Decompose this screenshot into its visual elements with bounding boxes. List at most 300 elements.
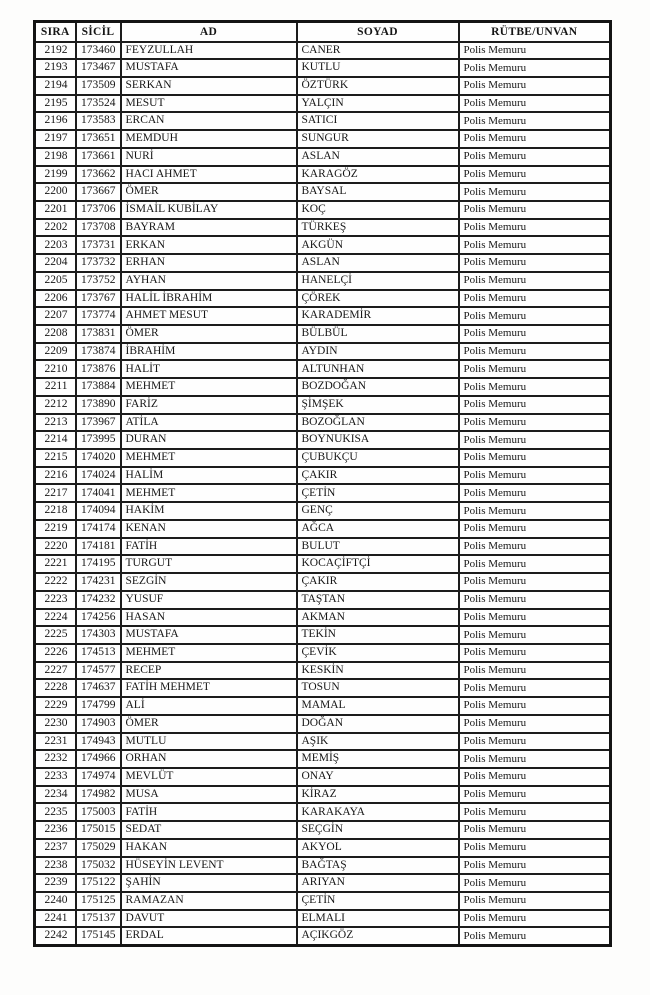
cell-sira: 2221 <box>35 555 76 573</box>
cell-sira: 2224 <box>35 609 76 627</box>
cell-soyad: ÇEVİK <box>297 644 459 662</box>
cell-rutbe: Polis Memuru <box>459 910 611 928</box>
table-row <box>35 343 611 361</box>
cell-soyad: TEKİN <box>297 626 459 644</box>
cell-rutbe: Polis Memuru <box>459 697 611 715</box>
cell-sira: 2200 <box>35 183 76 201</box>
cell-soyad: ONAY <box>297 768 459 786</box>
cell-sira: 2228 <box>35 679 76 697</box>
cell-sira: 2233 <box>35 768 76 786</box>
cell-rutbe: Polis Memuru <box>459 502 611 520</box>
cell-soyad: ELMALI <box>297 910 459 928</box>
cell-sicil: 173752 <box>76 272 121 290</box>
cell-sicil: 174020 <box>76 449 121 467</box>
cell-ad: SERKAN <box>121 77 297 95</box>
table-row <box>35 910 611 928</box>
cell-soyad: KOÇ <box>297 201 459 219</box>
cell-rutbe: Polis Memuru <box>459 396 611 414</box>
cell-sicil: 173732 <box>76 254 121 272</box>
cell-soyad: SATICI <box>297 112 459 130</box>
cell-rutbe: Polis Memuru <box>459 644 611 662</box>
cell-sira: 2212 <box>35 396 76 414</box>
cell-ad: FEYZULLAH <box>121 42 297 60</box>
personnel-table <box>33 20 612 947</box>
cell-sira: 2196 <box>35 112 76 130</box>
cell-ad: MUSTAFA <box>121 59 297 77</box>
table-row <box>35 201 611 219</box>
cell-rutbe: Polis Memuru <box>459 892 611 910</box>
cell-soyad: KARAKAYA <box>297 803 459 821</box>
table-row <box>35 378 611 396</box>
table-row <box>35 307 611 325</box>
cell-rutbe: Polis Memuru <box>459 254 611 272</box>
cell-ad: ÖMER <box>121 183 297 201</box>
cell-sicil: 174577 <box>76 662 121 680</box>
cell-soyad: KİRAZ <box>297 786 459 804</box>
cell-ad: HASAN <box>121 609 297 627</box>
cell-ad: ERHAN <box>121 254 297 272</box>
cell-sira: 2225 <box>35 626 76 644</box>
cell-rutbe: Polis Memuru <box>459 431 611 449</box>
cell-sicil: 175122 <box>76 874 121 892</box>
table-row <box>35 112 611 130</box>
cell-sira: 2203 <box>35 236 76 254</box>
cell-ad: HALİM <box>121 467 297 485</box>
cell-ad: ORHAN <box>121 750 297 768</box>
cell-sira: 2238 <box>35 857 76 875</box>
table-row <box>35 236 611 254</box>
table-row <box>35 874 611 892</box>
cell-soyad: ÇÖREK <box>297 290 459 308</box>
cell-soyad: BAYSAL <box>297 183 459 201</box>
cell-sicil: 173524 <box>76 95 121 113</box>
cell-soyad: TOSUN <box>297 679 459 697</box>
cell-soyad: ÇAKIR <box>297 573 459 591</box>
cell-rutbe: Polis Memuru <box>459 662 611 680</box>
cell-soyad: ASLAN <box>297 148 459 166</box>
cell-rutbe: Polis Memuru <box>459 874 611 892</box>
cell-sicil: 175029 <box>76 839 121 857</box>
cell-sicil: 173706 <box>76 201 121 219</box>
cell-rutbe: Polis Memuru <box>459 219 611 237</box>
cell-rutbe: Polis Memuru <box>459 183 611 201</box>
table-row <box>35 715 611 733</box>
cell-rutbe: Polis Memuru <box>459 679 611 697</box>
cell-ad: ERKAN <box>121 236 297 254</box>
cell-ad: İSMAİL KUBİLAY <box>121 201 297 219</box>
cell-ad: MEVLÜT <box>121 768 297 786</box>
cell-soyad: BAĞTAŞ <box>297 857 459 875</box>
table-body <box>35 42 611 946</box>
cell-sicil: 173876 <box>76 360 121 378</box>
cell-soyad: AĞCA <box>297 520 459 538</box>
cell-soyad: SUNGUR <box>297 130 459 148</box>
cell-sira: 2216 <box>35 467 76 485</box>
cell-rutbe: Polis Memuru <box>459 839 611 857</box>
cell-ad: MEHMET <box>121 644 297 662</box>
cell-ad: BAYRAM <box>121 219 297 237</box>
cell-rutbe: Polis Memuru <box>459 95 611 113</box>
cell-rutbe: Polis Memuru <box>459 325 611 343</box>
table-row <box>35 396 611 414</box>
table-row <box>35 927 611 945</box>
table-row <box>35 786 611 804</box>
cell-ad: FARİZ <box>121 396 297 414</box>
cell-soyad: ARIYAN <box>297 874 459 892</box>
cell-sicil: 173661 <box>76 148 121 166</box>
cell-soyad: BULUT <box>297 538 459 556</box>
table-row <box>35 219 611 237</box>
cell-ad: ÖMER <box>121 715 297 733</box>
cell-ad: ERCAN <box>121 112 297 130</box>
cell-soyad: MEMİŞ <box>297 750 459 768</box>
cell-soyad: KUTLU <box>297 59 459 77</box>
cell-sira: 2241 <box>35 910 76 928</box>
cell-rutbe: Polis Memuru <box>459 272 611 290</box>
cell-soyad: AYDIN <box>297 343 459 361</box>
cell-sicil: 175032 <box>76 857 121 875</box>
cell-rutbe: Polis Memuru <box>459 803 611 821</box>
cell-sira: 2234 <box>35 786 76 804</box>
cell-sicil: 175015 <box>76 821 121 839</box>
cell-sicil: 174024 <box>76 467 121 485</box>
cell-rutbe: Polis Memuru <box>459 112 611 130</box>
table-row <box>35 609 611 627</box>
cell-sicil: 173967 <box>76 414 121 432</box>
cell-rutbe: Polis Memuru <box>459 520 611 538</box>
cell-sicil: 175125 <box>76 892 121 910</box>
cell-rutbe: Polis Memuru <box>459 768 611 786</box>
cell-sira: 2222 <box>35 573 76 591</box>
cell-soyad: GENÇ <box>297 502 459 520</box>
cell-ad: HALİL İBRAHİM <box>121 290 297 308</box>
cell-sira: 2214 <box>35 431 76 449</box>
cell-ad: AYHAN <box>121 272 297 290</box>
cell-sira: 2220 <box>35 538 76 556</box>
cell-sicil: 173460 <box>76 42 121 60</box>
cell-sicil: 174974 <box>76 768 121 786</box>
cell-rutbe: Polis Memuru <box>459 378 611 396</box>
cell-sira: 2211 <box>35 378 76 396</box>
cell-sira: 2194 <box>35 77 76 95</box>
cell-sira: 2239 <box>35 874 76 892</box>
column-header-sicil: SİCİL <box>76 22 121 42</box>
cell-sicil: 175137 <box>76 910 121 928</box>
cell-ad: KENAN <box>121 520 297 538</box>
cell-ad: YUSUF <box>121 591 297 609</box>
cell-soyad: ÇETİN <box>297 484 459 502</box>
cell-sicil: 173509 <box>76 77 121 95</box>
cell-rutbe: Polis Memuru <box>459 290 611 308</box>
cell-sicil: 173467 <box>76 59 121 77</box>
cell-soyad: TÜRKEŞ <box>297 219 459 237</box>
cell-rutbe: Polis Memuru <box>459 467 611 485</box>
table-row <box>35 679 611 697</box>
cell-soyad: ÖZTÜRK <box>297 77 459 95</box>
cell-sicil: 173667 <box>76 183 121 201</box>
cell-sira: 2236 <box>35 821 76 839</box>
cell-sira: 2207 <box>35 307 76 325</box>
cell-soyad: AŞIK <box>297 733 459 751</box>
cell-sira: 2217 <box>35 484 76 502</box>
cell-ad: HAKİM <box>121 502 297 520</box>
cell-soyad: BÜLBÜL <box>297 325 459 343</box>
cell-sira: 2210 <box>35 360 76 378</box>
cell-sicil: 173583 <box>76 112 121 130</box>
cell-sira: 2231 <box>35 733 76 751</box>
cell-ad: ATİLA <box>121 414 297 432</box>
table-row <box>35 857 611 875</box>
cell-sira: 2223 <box>35 591 76 609</box>
cell-soyad: KARAGÖZ <box>297 166 459 184</box>
cell-sicil: 174637 <box>76 679 121 697</box>
cell-sicil: 173890 <box>76 396 121 414</box>
table-row <box>35 892 611 910</box>
cell-soyad: AKMAN <box>297 609 459 627</box>
cell-ad: MEMDUH <box>121 130 297 148</box>
table-row <box>35 325 611 343</box>
cell-sira: 2219 <box>35 520 76 538</box>
table-row <box>35 290 611 308</box>
table-row <box>35 95 611 113</box>
cell-ad: HALİT <box>121 360 297 378</box>
cell-rutbe: Polis Memuru <box>459 484 611 502</box>
cell-ad: MEHMET <box>121 449 297 467</box>
cell-soyad: ASLAN <box>297 254 459 272</box>
table-row <box>35 538 611 556</box>
cell-ad: İBRAHİM <box>121 343 297 361</box>
cell-sicil: 174232 <box>76 591 121 609</box>
cell-sira: 2227 <box>35 662 76 680</box>
cell-sicil: 174966 <box>76 750 121 768</box>
cell-sira: 2206 <box>35 290 76 308</box>
cell-sira: 2226 <box>35 644 76 662</box>
cell-sira: 2193 <box>35 59 76 77</box>
cell-soyad: DOĞAN <box>297 715 459 733</box>
cell-soyad: KOCAÇİFTÇİ <box>297 555 459 573</box>
cell-rutbe: Polis Memuru <box>459 201 611 219</box>
cell-sicil: 173831 <box>76 325 121 343</box>
cell-sicil: 174256 <box>76 609 121 627</box>
cell-sira: 2204 <box>35 254 76 272</box>
cell-rutbe: Polis Memuru <box>459 821 611 839</box>
cell-soyad: AKGÜN <box>297 236 459 254</box>
cell-rutbe: Polis Memuru <box>459 857 611 875</box>
cell-sicil: 173731 <box>76 236 121 254</box>
table-row <box>35 148 611 166</box>
cell-sira: 2230 <box>35 715 76 733</box>
table-row <box>35 626 611 644</box>
cell-sicil: 174195 <box>76 555 121 573</box>
cell-soyad: ŞİMŞEK <box>297 396 459 414</box>
cell-ad: ALİ <box>121 697 297 715</box>
cell-sicil: 173884 <box>76 378 121 396</box>
cell-soyad: ÇETİN <box>297 892 459 910</box>
column-header-ad: AD <box>121 22 297 42</box>
cell-rutbe: Polis Memuru <box>459 59 611 77</box>
cell-soyad: BOZDOĞAN <box>297 378 459 396</box>
cell-sira: 2218 <box>35 502 76 520</box>
cell-soyad: CANER <box>297 42 459 60</box>
cell-ad: AHMET MESUT <box>121 307 297 325</box>
cell-sira: 2232 <box>35 750 76 768</box>
cell-sira: 2209 <box>35 343 76 361</box>
table-row <box>35 821 611 839</box>
cell-sira: 2235 <box>35 803 76 821</box>
cell-rutbe: Polis Memuru <box>459 733 611 751</box>
cell-ad: ERDAL <box>121 927 297 945</box>
cell-sira: 2215 <box>35 449 76 467</box>
cell-soyad: BOZOĞLAN <box>297 414 459 432</box>
cell-rutbe: Polis Memuru <box>459 148 611 166</box>
cell-sicil: 174181 <box>76 538 121 556</box>
table-row <box>35 644 611 662</box>
cell-sira: 2197 <box>35 130 76 148</box>
table-row <box>35 662 611 680</box>
cell-soyad: HANELÇİ <box>297 272 459 290</box>
cell-rutbe: Polis Memuru <box>459 786 611 804</box>
cell-sicil: 173995 <box>76 431 121 449</box>
cell-sira: 2213 <box>35 414 76 432</box>
cell-rutbe: Polis Memuru <box>459 449 611 467</box>
cell-sicil: 174943 <box>76 733 121 751</box>
cell-soyad: ÇUBUKÇU <box>297 449 459 467</box>
column-header-rutbe: RÜTBE/UNVAN <box>459 22 611 42</box>
cell-rutbe: Polis Memuru <box>459 236 611 254</box>
cell-rutbe: Polis Memuru <box>459 609 611 627</box>
cell-sicil: 175003 <box>76 803 121 821</box>
table-row <box>35 42 611 60</box>
cell-soyad: BOYNUKISA <box>297 431 459 449</box>
cell-soyad: ALTUNHAN <box>297 360 459 378</box>
cell-ad: MUTLU <box>121 733 297 751</box>
table-row <box>35 573 611 591</box>
cell-soyad: AKYOL <box>297 839 459 857</box>
cell-ad: MUSA <box>121 786 297 804</box>
column-header-soyad: SOYAD <box>297 22 459 42</box>
cell-sicil: 173767 <box>76 290 121 308</box>
cell-rutbe: Polis Memuru <box>459 343 611 361</box>
cell-rutbe: Polis Memuru <box>459 414 611 432</box>
cell-sicil: 174041 <box>76 484 121 502</box>
table-header-row <box>35 22 611 42</box>
cell-ad: HAKAN <box>121 839 297 857</box>
column-header-sira: SIRA <box>35 22 76 42</box>
table-row <box>35 77 611 95</box>
cell-sicil: 174303 <box>76 626 121 644</box>
cell-soyad: AÇIKGÖZ <box>297 927 459 945</box>
cell-ad: RECEP <box>121 662 297 680</box>
cell-soyad: KARADEMİR <box>297 307 459 325</box>
table-row <box>35 467 611 485</box>
cell-sicil: 174513 <box>76 644 121 662</box>
table-row <box>35 733 611 751</box>
cell-sira: 2237 <box>35 839 76 857</box>
table-row <box>35 183 611 201</box>
table-row <box>35 360 611 378</box>
cell-sicil: 174799 <box>76 697 121 715</box>
table-row <box>35 591 611 609</box>
cell-rutbe: Polis Memuru <box>459 307 611 325</box>
table-row <box>35 272 611 290</box>
cell-ad: MUSTAFA <box>121 626 297 644</box>
table-row <box>35 166 611 184</box>
cell-soyad: KESKİN <box>297 662 459 680</box>
table-row <box>35 130 611 148</box>
cell-sira: 2229 <box>35 697 76 715</box>
table-row <box>35 697 611 715</box>
cell-sicil: 174903 <box>76 715 121 733</box>
cell-sira: 2201 <box>35 201 76 219</box>
table-row <box>35 449 611 467</box>
cell-sira: 2205 <box>35 272 76 290</box>
cell-rutbe: Polis Memuru <box>459 130 611 148</box>
cell-rutbe: Polis Memuru <box>459 166 611 184</box>
cell-sicil: 173662 <box>76 166 121 184</box>
cell-ad: DURAN <box>121 431 297 449</box>
cell-sira: 2242 <box>35 927 76 945</box>
cell-sira: 2192 <box>35 42 76 60</box>
cell-sicil: 173708 <box>76 219 121 237</box>
table-row <box>35 414 611 432</box>
cell-sicil: 174231 <box>76 573 121 591</box>
cell-sicil: 174982 <box>76 786 121 804</box>
cell-ad: TURGUT <box>121 555 297 573</box>
cell-sicil: 173874 <box>76 343 121 361</box>
cell-sicil: 173774 <box>76 307 121 325</box>
cell-ad: DAVUT <box>121 910 297 928</box>
table-row <box>35 484 611 502</box>
table-row <box>35 768 611 786</box>
table-row <box>35 431 611 449</box>
cell-soyad: TAŞTAN <box>297 591 459 609</box>
table-row <box>35 839 611 857</box>
cell-soyad: SEÇGİN <box>297 821 459 839</box>
table-row <box>35 555 611 573</box>
cell-soyad: MAMAL <box>297 697 459 715</box>
cell-rutbe: Polis Memuru <box>459 750 611 768</box>
cell-ad: MEHMET <box>121 378 297 396</box>
table-row <box>35 59 611 77</box>
cell-ad: SEZGİN <box>121 573 297 591</box>
cell-ad: MEHMET <box>121 484 297 502</box>
cell-rutbe: Polis Memuru <box>459 42 611 60</box>
cell-soyad: ÇAKIR <box>297 467 459 485</box>
cell-ad: FATİH <box>121 803 297 821</box>
cell-sira: 2199 <box>35 166 76 184</box>
cell-ad: ŞAHİN <box>121 874 297 892</box>
cell-ad: FATİH MEHMET <box>121 679 297 697</box>
cell-ad: NURİ <box>121 148 297 166</box>
cell-ad: SEDAT <box>121 821 297 839</box>
cell-rutbe: Polis Memuru <box>459 927 611 945</box>
table-row <box>35 254 611 272</box>
cell-rutbe: Polis Memuru <box>459 715 611 733</box>
cell-rutbe: Polis Memuru <box>459 77 611 95</box>
cell-ad: MESUT <box>121 95 297 113</box>
cell-rutbe: Polis Memuru <box>459 360 611 378</box>
cell-rutbe: Polis Memuru <box>459 555 611 573</box>
cell-sira: 2195 <box>35 95 76 113</box>
cell-sira: 2202 <box>35 219 76 237</box>
cell-ad: FATİH <box>121 538 297 556</box>
cell-sira: 2198 <box>35 148 76 166</box>
cell-ad: RAMAZAN <box>121 892 297 910</box>
table-row <box>35 803 611 821</box>
cell-ad: HÜSEYİN LEVENT <box>121 857 297 875</box>
table-row <box>35 750 611 768</box>
cell-rutbe: Polis Memuru <box>459 538 611 556</box>
